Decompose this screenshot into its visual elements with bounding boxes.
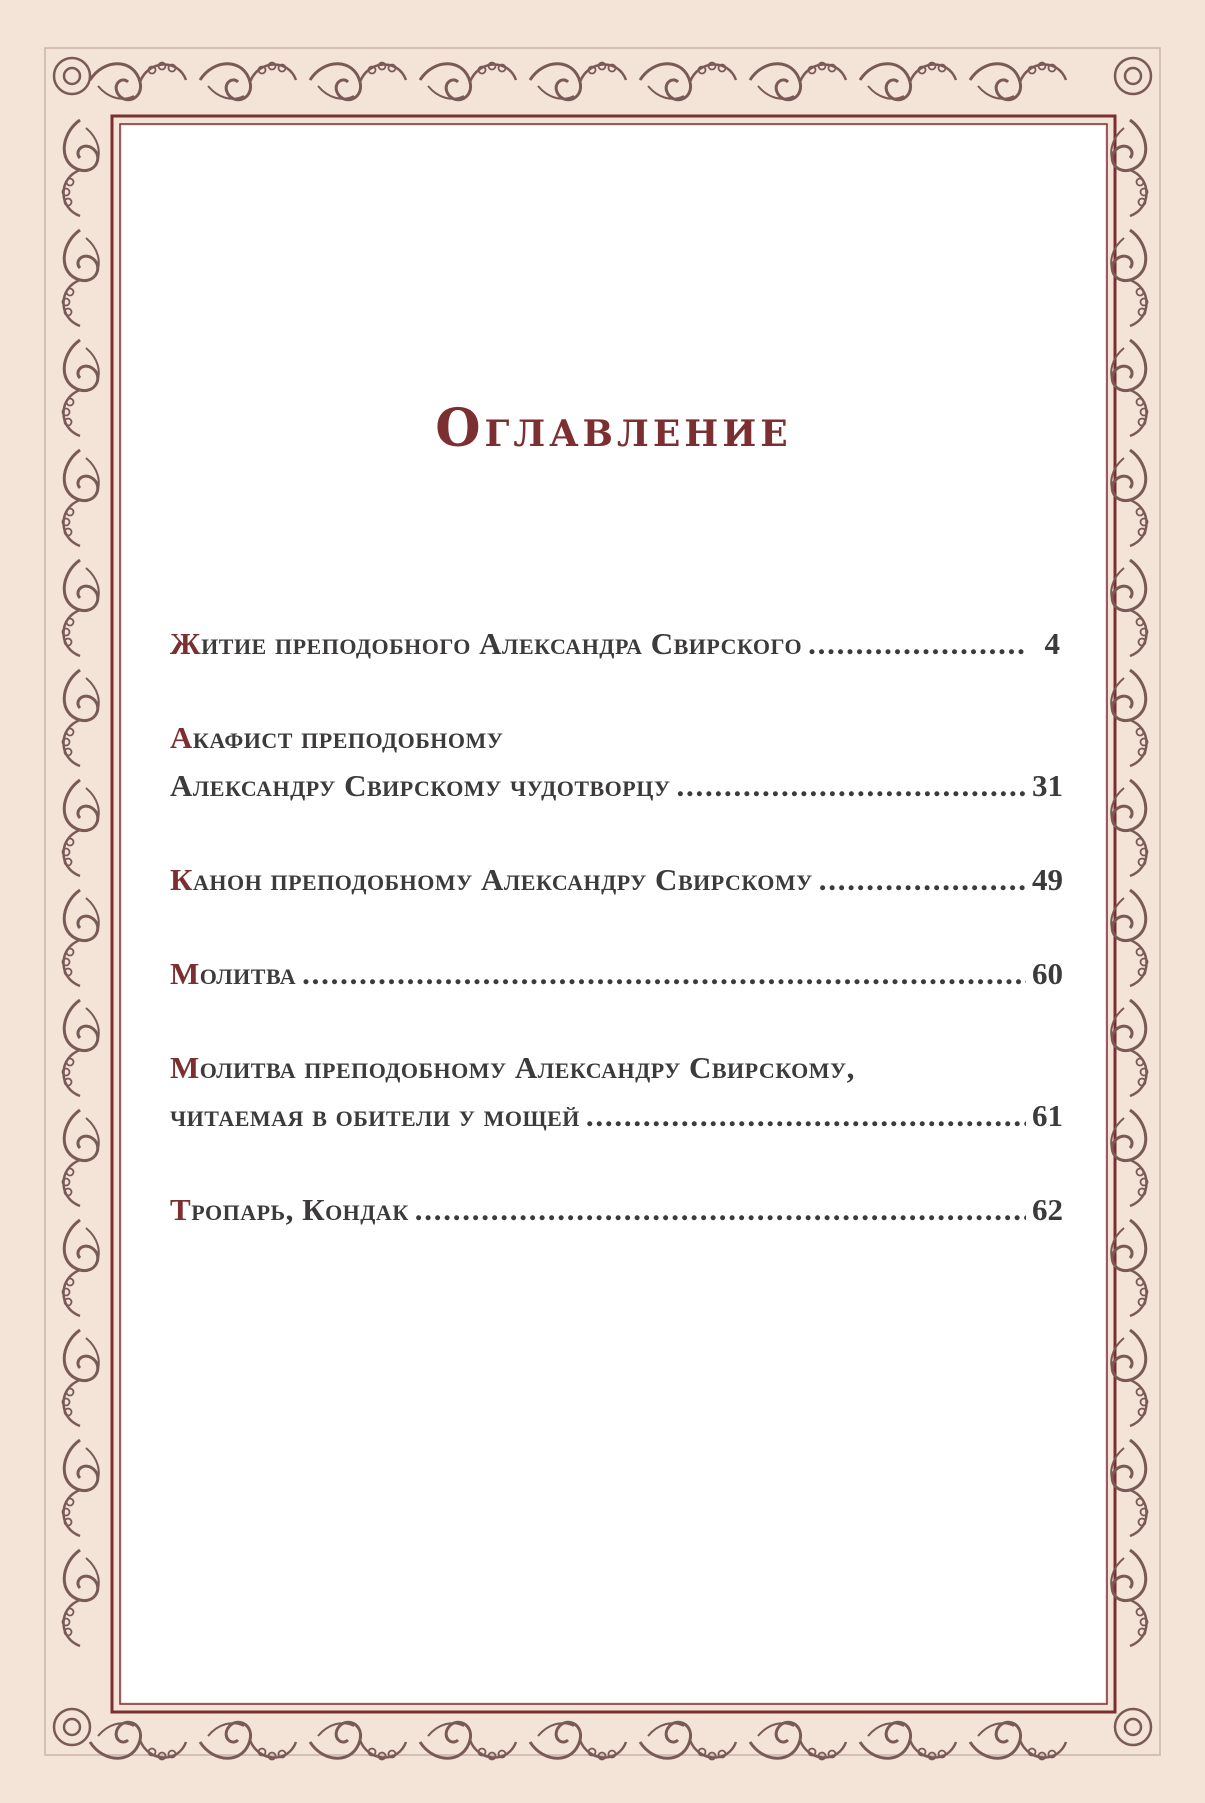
toc-line [170,714,1060,762]
toc-entry-title [170,856,813,904]
toc-entry-title-first-line [170,1044,855,1092]
toc-page-number: 61 [1032,1098,1063,1133]
dot-leader [586,1092,1026,1140]
toc-initial: Ж [170,626,202,661]
toc-entry[interactable] [170,714,1063,810]
toc-title-text: кафист преподобному [192,720,504,755]
toc-initial: М [170,956,200,991]
toc-page-number: 62 [1032,1192,1063,1227]
toc-entry[interactable] [170,1186,1063,1234]
dot-leader [819,856,1026,904]
toc-entry-title [170,620,802,668]
dot-leader [808,620,1026,668]
toc-title-text: олитва [199,956,297,991]
toc-page-number: 49 [1032,862,1063,897]
toc-entry-title-first-line [170,714,503,762]
toc-entry[interactable] [170,856,1063,904]
table-of-contents [170,620,1063,1234]
toc-line [170,762,1063,810]
toc-title-text: ропарь, Кондак [191,1192,409,1227]
toc-title-text: анон преподобному Александру Свирскому [192,862,813,897]
toc-initial: К [170,862,193,897]
toc-initial: А [170,720,193,755]
dot-leader [677,762,1027,810]
toc-entry[interactable] [170,1044,1063,1140]
toc-line [170,620,1060,668]
toc-title-text: итие преподобного Александра Свирского [201,626,803,661]
toc-entry[interactable] [170,620,1060,668]
page-title: Оглавление [435,398,792,459]
toc-entry-title [170,950,296,998]
toc-page-number: 60 [1032,956,1063,991]
dot-leader [302,950,1026,998]
toc-line [170,1186,1063,1234]
toc-entry-title [170,1186,409,1234]
toc-page-number: 4 [1044,626,1060,661]
toc-entry[interactable] [170,950,1063,998]
toc-line [170,856,1063,904]
toc-initial: Т [170,1192,192,1227]
toc-entry-title: читаемая в обители у мощей [170,1098,580,1133]
toc-line [170,1092,1063,1140]
toc-entry-title: Александру Свирскому чудотворцу [170,768,671,803]
toc-page-number: 31 [1032,768,1063,803]
toc-initial: М [170,1050,200,1085]
toc-title-text: олитва преподобному Александру Свирскому, [199,1050,855,1085]
toc-line [170,1044,1060,1092]
toc-line [170,950,1063,998]
dot-leader [415,1186,1026,1234]
